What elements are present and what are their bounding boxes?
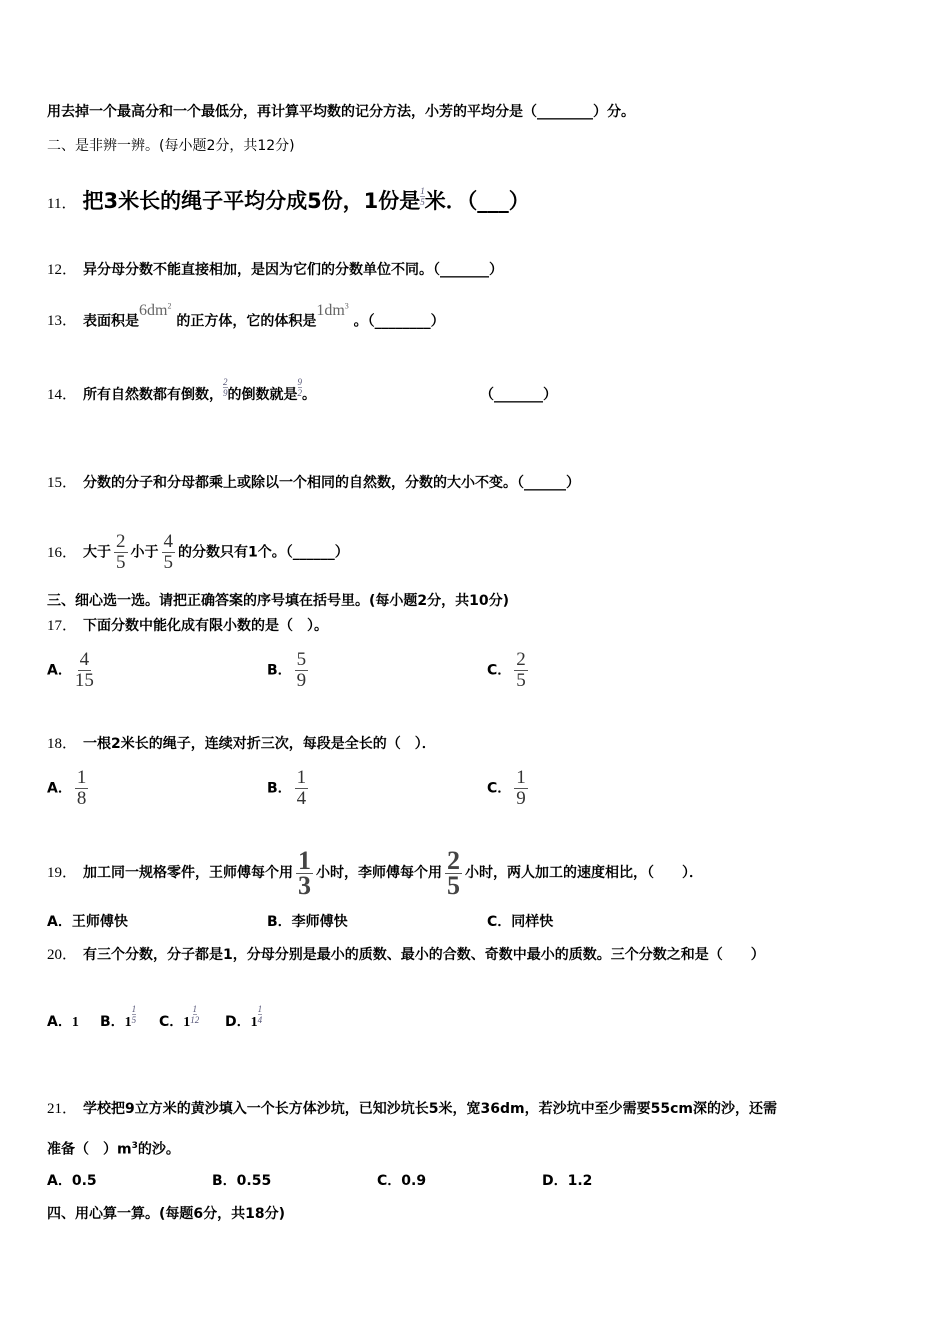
question-12: 12． 异分母分数不能直接相加，是因为它们的分数单位不同。（_______） xyxy=(47,262,504,278)
fraction: $\frac{1}{5}$ xyxy=(420,186,425,207)
section3-heading: 三、细心选一选。请把正确答案的序号填在括号里。(每小题2分，共10分) xyxy=(47,593,510,609)
question-19: 19． 加工同一规格零件，王师傅每个用 $\frac{1}{3}$ 小时，李师傅每个用 $\frac{2}{5}$ 小时，两人加工的速度相比，（ ）． xyxy=(47,845,704,900)
q21-option-a[interactable]: A．0.5 xyxy=(47,1173,97,1189)
fraction: $\frac{9}{2}$ xyxy=(297,377,303,398)
fraction: $\frac{2}{9}$ xyxy=(223,377,228,398)
question-17: 17． 下面分数中能化成有限小数的是（ ）。 xyxy=(47,618,329,634)
section2-heading: 二、是非辨一辨。(每小题2分，共12分) xyxy=(47,138,295,154)
q18-option-a[interactable]: A． $\frac{1}{8}$ xyxy=(47,767,87,809)
fraction: $\frac{2}{5}$ xyxy=(447,845,461,900)
q19-option-b[interactable]: B．李师傅快 xyxy=(267,914,348,930)
unit-6dm2: $6dm^2$ xyxy=(139,302,172,320)
question-21: 21． 学校把9立方米的黄沙填入一个长方体沙坑，已知沙坑长5米，宽36dm，若沙坑中至少需要55cm深的沙，还需 xyxy=(47,1101,777,1117)
question-18: 18． 一根2米长的绳子，连续对折三次，每段是全长的（ ）． xyxy=(47,736,436,752)
q21-option-d[interactable]: D．1.2 xyxy=(542,1173,593,1189)
q21-option-c[interactable]: C．0.9 xyxy=(377,1173,427,1189)
answer-blank: （_______） xyxy=(480,387,557,403)
q-number: 11． xyxy=(47,196,77,212)
question-13: 13． 表面积是$6dm^2$ 的正方体，它的体积是$1dm^3$ 。（________） xyxy=(47,302,445,330)
question-11 xyxy=(47,188,530,221)
section4-heading: 四、用心算一算。(每题6分，共18分) xyxy=(47,1206,286,1222)
q-text: 把3米长的绳子平均分成5份，1份是 xyxy=(82,189,421,213)
question-14: 14． 所有自然数都有倒数， $\frac{2}{9}$ 的倒数就是 $\frac{9}{2}$ 。 （_______） xyxy=(47,377,557,403)
q-text: 米．（___） xyxy=(424,189,530,213)
q20-option-b[interactable]: B．1 $\frac{1}{5}$ xyxy=(100,1004,137,1030)
q10-tail: 用去掉一个最高分和一个最低分，再计算平均数的记分方法，小芳的平均分是（________）分。 xyxy=(47,104,635,120)
fraction: $\frac{2}{5}$ xyxy=(116,531,126,573)
fraction: $\frac{4}{5}$ xyxy=(163,531,174,573)
q-text: 异分母分数不能直接相加，是因为它们的分数单位不同。（_______） xyxy=(83,262,504,278)
question-15: 15． 分数的分子和分母都乘上或除以一个相同的自然数，分数的大小不变。（______） xyxy=(47,475,581,491)
q17-option-c[interactable]: C． $\frac{2}{5}$ xyxy=(487,649,526,691)
q18-option-b[interactable]: B． $\frac{1}{4}$ xyxy=(267,767,307,809)
q20-option-d[interactable]: D．1 $\frac{1}{4}$ xyxy=(225,1004,263,1030)
question-16: 16． 大于 $\frac{2}{5}$ 小于 $\frac{4}{5}$ 的分数只有1个。（______） xyxy=(47,531,349,573)
q17-option-a[interactable]: A． $\frac{4}{15}$ xyxy=(47,649,94,691)
q20-option-c[interactable]: C．1 $\frac{1}{12}$ xyxy=(159,1004,200,1030)
q19-option-c[interactable]: C．同样快 xyxy=(487,914,554,930)
question-21-cont: 准备（ ）$m^3$的沙。 xyxy=(47,1141,180,1158)
q21-option-b[interactable]: B．0.55 xyxy=(212,1173,272,1189)
q19-option-a[interactable]: A．王师傅快 xyxy=(47,914,128,930)
fraction: $\frac{1}{3}$ xyxy=(298,845,312,900)
q18-option-c[interactable]: C． $\frac{1}{9}$ xyxy=(487,767,526,809)
q17-option-b[interactable]: B． $\frac{5}{9}$ xyxy=(267,649,307,691)
q20-option-a[interactable]: A．1 xyxy=(47,1014,79,1030)
unit-1dm3: $1dm^3$ xyxy=(316,302,349,320)
question-20: 20． 有三个分数，分子都是1，分母分别是最小的质数、最小的合数、奇数中最小的质数。三个分数之和是（ ） xyxy=(47,947,765,963)
